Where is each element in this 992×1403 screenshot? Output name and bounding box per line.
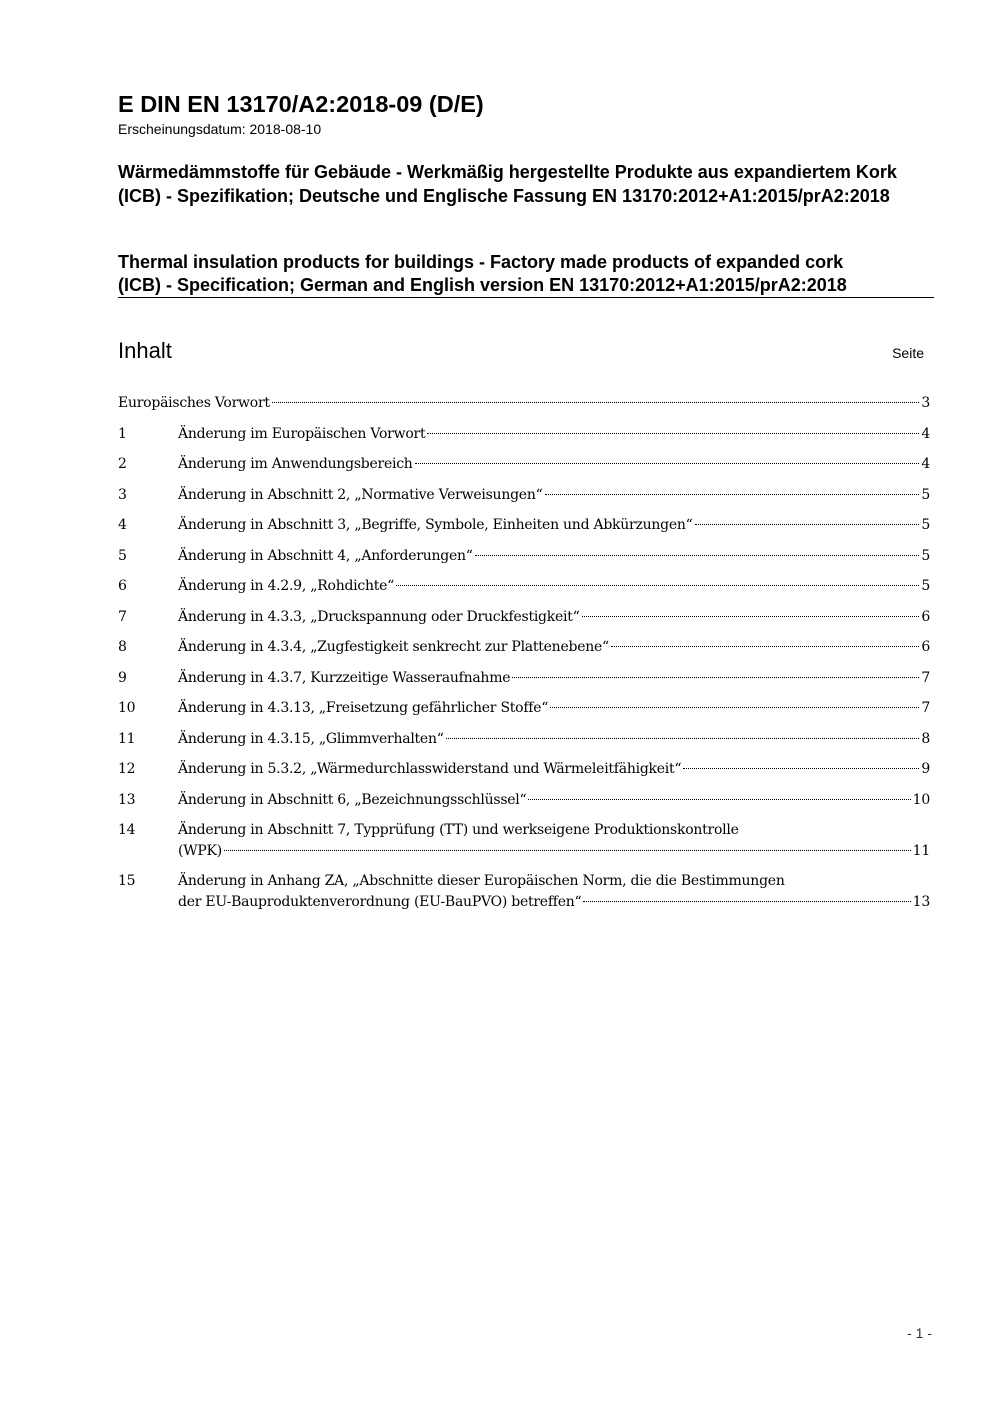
toc-leader-dots xyxy=(528,799,910,800)
title-divider xyxy=(118,297,934,298)
toc-leader-dots xyxy=(446,738,920,739)
toc-entry-3[interactable] xyxy=(118,485,930,506)
toc-entry-5[interactable] xyxy=(118,546,930,567)
toc-entry-label: Änderung in 4.3.3, „Druckspannung oder Druckfestigkeit“ xyxy=(178,609,580,625)
toc-entry-label: Änderung in 4.3.13, „Freisetzung gefährlicher Stoffe“ xyxy=(178,700,549,716)
toc-entry-label: Änderung im Europäischen Vorwort xyxy=(178,426,426,442)
toc-entry-14[interactable] xyxy=(118,820,930,862)
toc-leader-dots xyxy=(582,616,920,617)
toc-entry-page: 13 xyxy=(912,894,930,910)
toc-leader-dots xyxy=(475,555,920,556)
toc-leader-dots xyxy=(583,901,910,902)
title-german: Wärmedämmstoffe für Gebäude - Werkmäßig hergestellte Produkte aus expandiertem Kork (ICB) - Spezifikation; Deutsche und Englische Fassung EN 13170:2012+A1:2015/prA2:2018 xyxy=(118,162,897,206)
toc-leader-dots xyxy=(545,494,920,495)
toc-leader-dots xyxy=(272,402,920,403)
toc-entry-number: 2 xyxy=(118,456,127,472)
toc-entry-11[interactable] xyxy=(118,729,930,750)
toc-entry-12[interactable] xyxy=(118,759,930,780)
toc-entry-page: 4 xyxy=(921,456,930,472)
toc-leader-dots xyxy=(512,677,919,678)
toc-entry-4[interactable] xyxy=(118,515,930,536)
title-english xyxy=(118,251,930,297)
toc-entry-label: Änderung in 4.2.9, „Rohdichte“ xyxy=(178,578,395,594)
toc-entry-number: 10 xyxy=(118,700,136,716)
toc-entry-13[interactable] xyxy=(118,790,930,811)
page-number: - 1 - xyxy=(907,1325,932,1341)
toc-entry-number: 3 xyxy=(118,487,127,503)
toc-entry-2[interactable] xyxy=(118,454,930,475)
toc-heading: Inhalt xyxy=(118,338,172,363)
toc-entry-7[interactable] xyxy=(118,607,930,628)
toc-leader-dots xyxy=(396,585,919,586)
toc-entry-6[interactable] xyxy=(118,576,930,597)
toc-entry-number: 9 xyxy=(118,670,127,686)
title-english-line-2: (ICB) - Specification; German and English version EN 13170:2012+A1:2015/prA2:2018 xyxy=(118,275,847,295)
toc-entry-number: 13 xyxy=(118,792,136,808)
toc-entry-page: 11 xyxy=(912,843,930,859)
toc-entry-label: Änderung in 4.3.4, „Zugfestigkeit senkrecht zur Plattenebene“ xyxy=(178,639,609,655)
toc-entry-page: 5 xyxy=(921,517,930,533)
toc-entry-page: 8 xyxy=(921,731,930,747)
toc-leader-dots xyxy=(415,463,920,464)
toc-entry-page: 6 xyxy=(921,639,930,655)
toc-entry-label: Änderung in 5.3.2, „Wärmedurchlasswiderstand und Wärmeleitfähigkeit“ xyxy=(178,761,682,777)
toc-entry-9[interactable] xyxy=(118,668,930,689)
toc-entry-15[interactable] xyxy=(118,871,930,913)
title-english-line-1: Thermal insulation products for buildings - Factory made products of expanded cork xyxy=(118,252,844,272)
toc-page-column-label: Seite xyxy=(892,345,924,361)
toc-entry-page: 4 xyxy=(921,426,930,442)
toc-entry-label: Änderung in 4.3.7, Kurzzeitige Wasseraufnahme xyxy=(178,670,511,686)
toc-leader-dots xyxy=(683,768,919,769)
toc-leader-dots xyxy=(550,707,919,708)
toc-entry-page: 9 xyxy=(921,761,930,777)
toc-entry-foreword[interactable] xyxy=(118,393,930,414)
toc-entry-page: 5 xyxy=(921,548,930,564)
toc-entry-number: 1 xyxy=(118,426,127,442)
document-id: E DIN EN 13170/A2:2018-09 (D/E) xyxy=(118,91,484,117)
toc-leader-dots xyxy=(611,646,919,647)
toc-entry-label: Änderung in Abschnitt 6, „Bezeichnungsschlüssel“ xyxy=(178,792,527,808)
toc-entry-label: Änderung in Abschnitt 3, „Begriffe, Symbole, Einheiten und Abkürzungen“ xyxy=(178,517,693,533)
toc-entry-page: 5 xyxy=(921,487,930,503)
toc-entry-number: 5 xyxy=(118,548,127,564)
toc-entry-number: 4 xyxy=(118,517,127,533)
toc-entry-number: 8 xyxy=(118,639,127,655)
toc-entry-label-continued: der EU-Bauproduktenverordnung (EU-BauPVO) betreffen“ xyxy=(178,894,582,910)
publication-date: Erscheinungsdatum: 2018-08-10 xyxy=(118,121,322,137)
toc-entry-page: 6 xyxy=(921,609,930,625)
toc-entry-number: 12 xyxy=(118,761,136,777)
toc-entry-label: Änderung in Abschnitt 7, Typprüfung (TT) und werkseigene Produktionskontrolle xyxy=(178,822,739,838)
toc-entry-page: 5 xyxy=(921,578,930,594)
toc-entry-label: Änderung in Anhang ZA, „Abschnitte dieser Europäischen Norm, die die Bestimmungen xyxy=(178,873,785,889)
toc-entry-8[interactable] xyxy=(118,637,930,658)
toc-entry-page: 3 xyxy=(921,395,930,411)
toc-entry-label: Änderung in 4.3.15, „Glimmverhalten“ xyxy=(178,731,444,747)
toc-entry-page: 10 xyxy=(912,792,930,808)
toc-entry-10[interactable] xyxy=(118,698,930,719)
toc-entry-page: 7 xyxy=(921,700,930,716)
toc-entry-label: Änderung in Abschnitt 2, „Normative Verweisungen“ xyxy=(178,487,543,503)
toc-entry-1[interactable] xyxy=(118,424,930,445)
toc-entry-label-continued: (WPK) xyxy=(178,843,222,859)
toc-leader-dots xyxy=(224,850,911,851)
toc-entry-number: 11 xyxy=(118,731,136,747)
toc-entry-number: 14 xyxy=(118,822,136,838)
toc-entry-page: 7 xyxy=(921,670,930,686)
toc-entry-label: Änderung im Anwendungsbereich xyxy=(178,456,413,472)
toc-entry-number: 6 xyxy=(118,578,127,594)
toc-entry-number: 15 xyxy=(118,873,136,889)
toc-entry-label: Änderung in Abschnitt 4, „Anforderungen“ xyxy=(178,548,473,564)
toc-entry-label: Europäisches Vorwort xyxy=(118,395,270,411)
toc-leader-dots xyxy=(695,524,920,525)
toc-entry-number: 7 xyxy=(118,609,127,625)
toc-leader-dots xyxy=(427,433,919,434)
